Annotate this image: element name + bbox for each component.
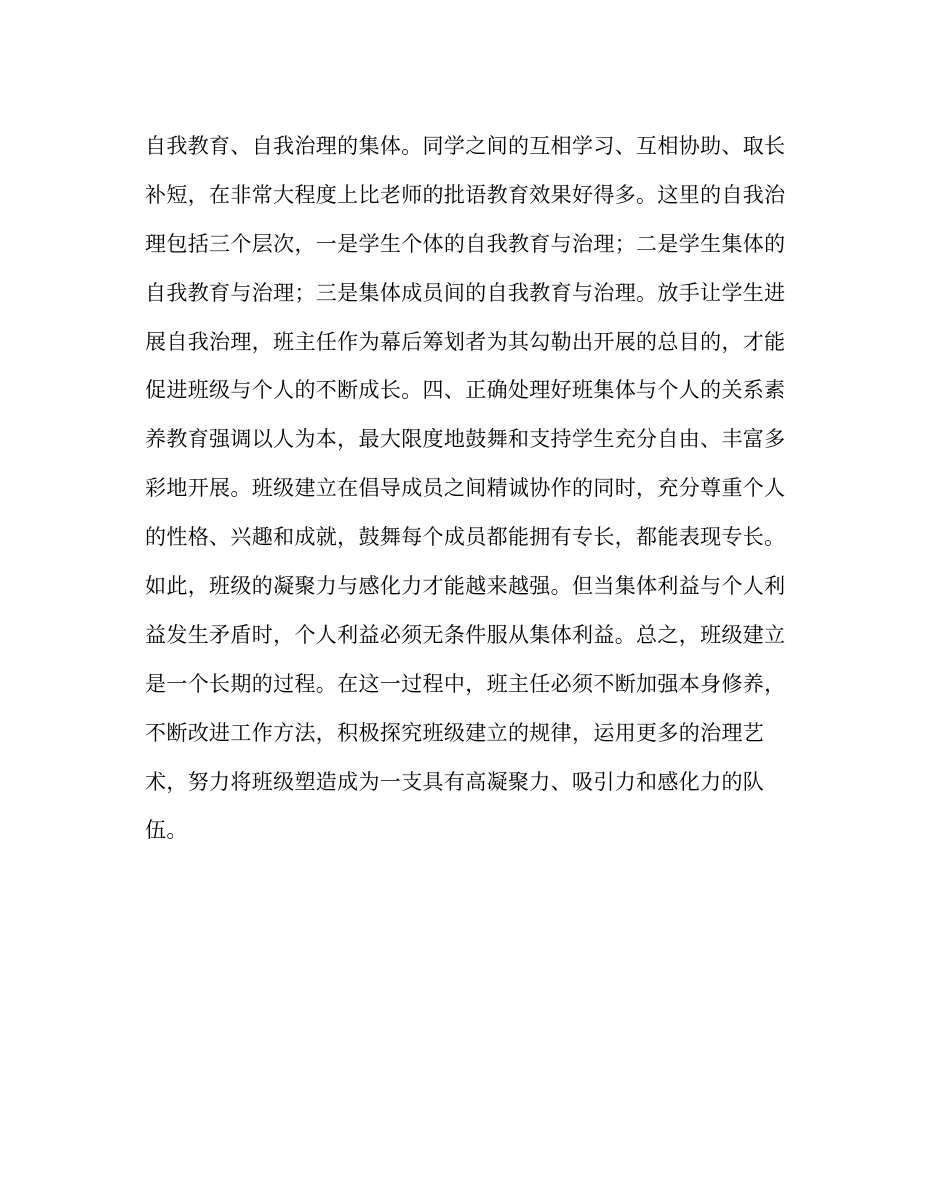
- text-line: 彩地开展。班级建立在倡导成员之间精诚协作的同时，充分尊重个人: [145, 476, 786, 501]
- text-line: 伍。: [145, 818, 188, 843]
- body-paragraph: [145, 122, 815, 855]
- text-line: 养教育强调以人为本，最大限度地鼓舞和支持学生充分自由、丰富多: [145, 427, 786, 452]
- text-line: 自我教育与治理；三是集体成员间的自我教育与治理。放手让学生进: [145, 280, 786, 305]
- text-line: 不断改进工作方法，积极探究班级建立的规律，运用更多的治理艺: [145, 720, 765, 745]
- text-line: 自我教育、自我治理的集体。同学之间的互相学习、互相协助、取长: [145, 134, 786, 158]
- text-line: 理包括三个层次，一是学生个体的自我教育与治理；二是学生集体的: [145, 231, 786, 256]
- text-line: 补短，在非常大程度上比老师的批语教育效果好得多。这里的自我治: [145, 182, 786, 207]
- text-line: 如此，班级的凝聚力与感化力才能越来越强。但当集体利益与个人利: [145, 574, 786, 599]
- text-line: 促进班级与个人的不断成长。四、正确处理好班集体与个人的关系素: [145, 378, 786, 403]
- text-line: 术，努力将班级塑造成为一支具有高凝聚力、吸引力和感化力的队: [145, 769, 765, 794]
- text-line: 展自我治理，班主任作为幕后筹划者为其勾勒出开展的总目的，才能: [145, 329, 786, 354]
- text-line: 是一个长期的过程。在这一过程中，班主任必须不断加强本身修养，: [145, 671, 786, 696]
- text-line: 益发生矛盾时，个人利益必须无条件服从集体利益。总之，班级建立: [145, 622, 786, 647]
- text-line: 的性格、兴趣和成就，鼓舞每个成员都能拥有专长，都能表现专长。: [145, 525, 786, 550]
